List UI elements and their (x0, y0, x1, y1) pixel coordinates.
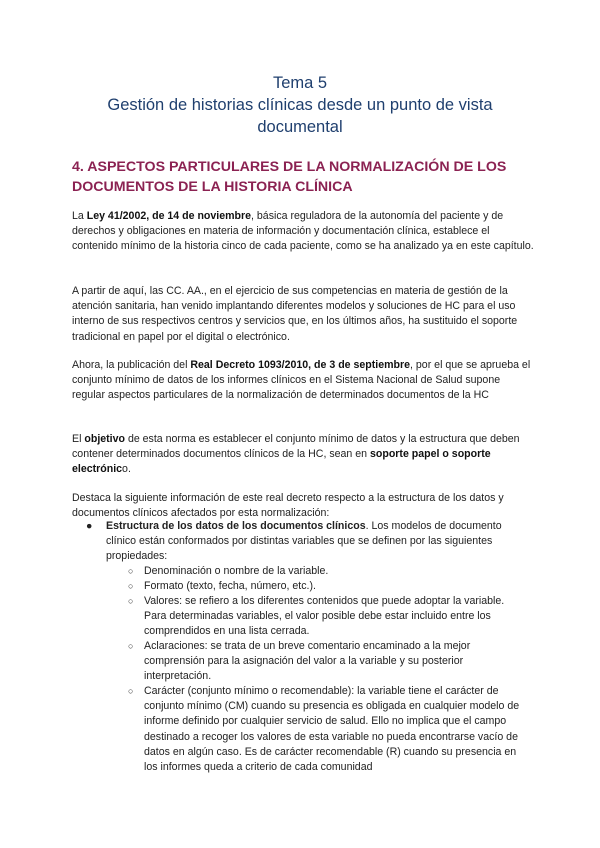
sub-item-formato: Formato (texto, fecha, número, etc.). (144, 580, 316, 592)
p4-soporte: soporte papel o soporte electrónic (72, 448, 491, 476)
bullet1-text: . Los modelos de documento clínico están conformados por distintas variables que se definen por las siguientes propiedades: (106, 520, 502, 563)
p4-post: o. (122, 463, 131, 476)
sub-bullet-circle: ○ (128, 596, 134, 606)
sub-item-aclaraciones: Aclaraciones: se trata de un breve comentario encaminado a la mejor comprensión para la asignación del valor a la variable y su posterior interpretación. (144, 640, 471, 683)
sub-item-valores: Valores: se refiero a los diferentes contenidos que puede adoptar la variable. Para determinadas variables, el valor posible debe estar incluido entre los comprendidos en una lista cerrada. (144, 595, 505, 638)
bullet-dot: ● (86, 520, 93, 532)
sub-item-caracter: Carácter (conjunto mínimo o recomendable): la variable tiene el carácter de conjunto mínimo (CM) cuando su presencia es obligada en cualquier modelo de informe definido por cualquier servicio de salud. Ello no implica que el campo destinado a recoger los valores de esta variable no pueda encontrarse vacío de datos en algún caso. Es de carácter recomendable (R) cuando su presencia en los informes queda a criterio de cada comunidad (144, 685, 520, 774)
section-heading-line-1: 4. ASPECTOS PARTICULARES DE LA NORMALIZACIÓN DE LOS (72, 159, 507, 175)
p1-pre: La (72, 210, 87, 222)
p3-post: , por el que se aprueba el conjunto mínimo de datos de los informes clínicos en el Sistema Nacional de Salud supone regular aspectos particulares de la normalización de determinados documentos de la HC (72, 359, 531, 402)
sub-bullet-circle: ○ (128, 641, 134, 651)
section-heading (72, 158, 542, 197)
title-line-1: Tema 5 (272, 74, 328, 92)
document-title (60, 72, 540, 138)
paragraph-objetivo (72, 432, 534, 478)
p4-pre: El (72, 433, 85, 445)
sub-bullet-circle: ○ (128, 581, 134, 591)
sub-bullet-circle: ○ (128, 566, 134, 576)
paragraph-destaca: Destaca la siguiente información de este real decreto respecto a la estructura de los datos y documentos clínicos afectados por esta normalización: (72, 492, 504, 520)
p4-mid: de esta norma es establecer el conjunto mínimo de datos y la estructura que deben contener determinados documentos clínicos de la HC, sean en (72, 433, 520, 461)
p4-objetivo: objetivo (84, 433, 125, 445)
title-line-2: Gestión de historias clínicas desde un punto de vista (107, 96, 493, 114)
paragraph-real-decreto (72, 358, 534, 404)
sub-bullet-circle: ○ (128, 686, 134, 696)
bullet1-heading: Estructura de los datos de los documentos clínicos (106, 520, 366, 532)
p3-pre: Ahora, la publicación del (72, 359, 191, 371)
paragraph-cc-aa: A partir de aquí, las CC. AA., en el ejercicio de sus competencias en materia de gestión de la atención sanitaria, han venido implantando diferentes modelos y soluciones de HC para el uso interno de sus respectivos centros y servicios que, en los últimos años, ha sustituido el soporte tradicional en papel por el digital o electrónico. (72, 285, 518, 343)
p3-decree-reference: Real Decreto 1093/2010, de 3 de septiembre (190, 359, 411, 371)
p1-law-reference: Ley 41/2002, de 14 de noviembre (86, 210, 252, 222)
title-line-3: documental (257, 118, 343, 136)
p1-post: , básica reguladora de la autonomía del paciente y de derechos y obligaciones en materia de información y documentación clínica, establece el contenido mínimo de la historia cinco de cada paciente, como se ha analizado ya en este capítulo. (72, 210, 534, 253)
sub-item-denominacion: Denominación o nombre de la variable. (144, 565, 329, 577)
paragraph-ley-41-2002 (72, 209, 534, 255)
section-heading-line-2: DOCUMENTOS DE LA HISTORIA CLÍNICA (72, 178, 353, 195)
